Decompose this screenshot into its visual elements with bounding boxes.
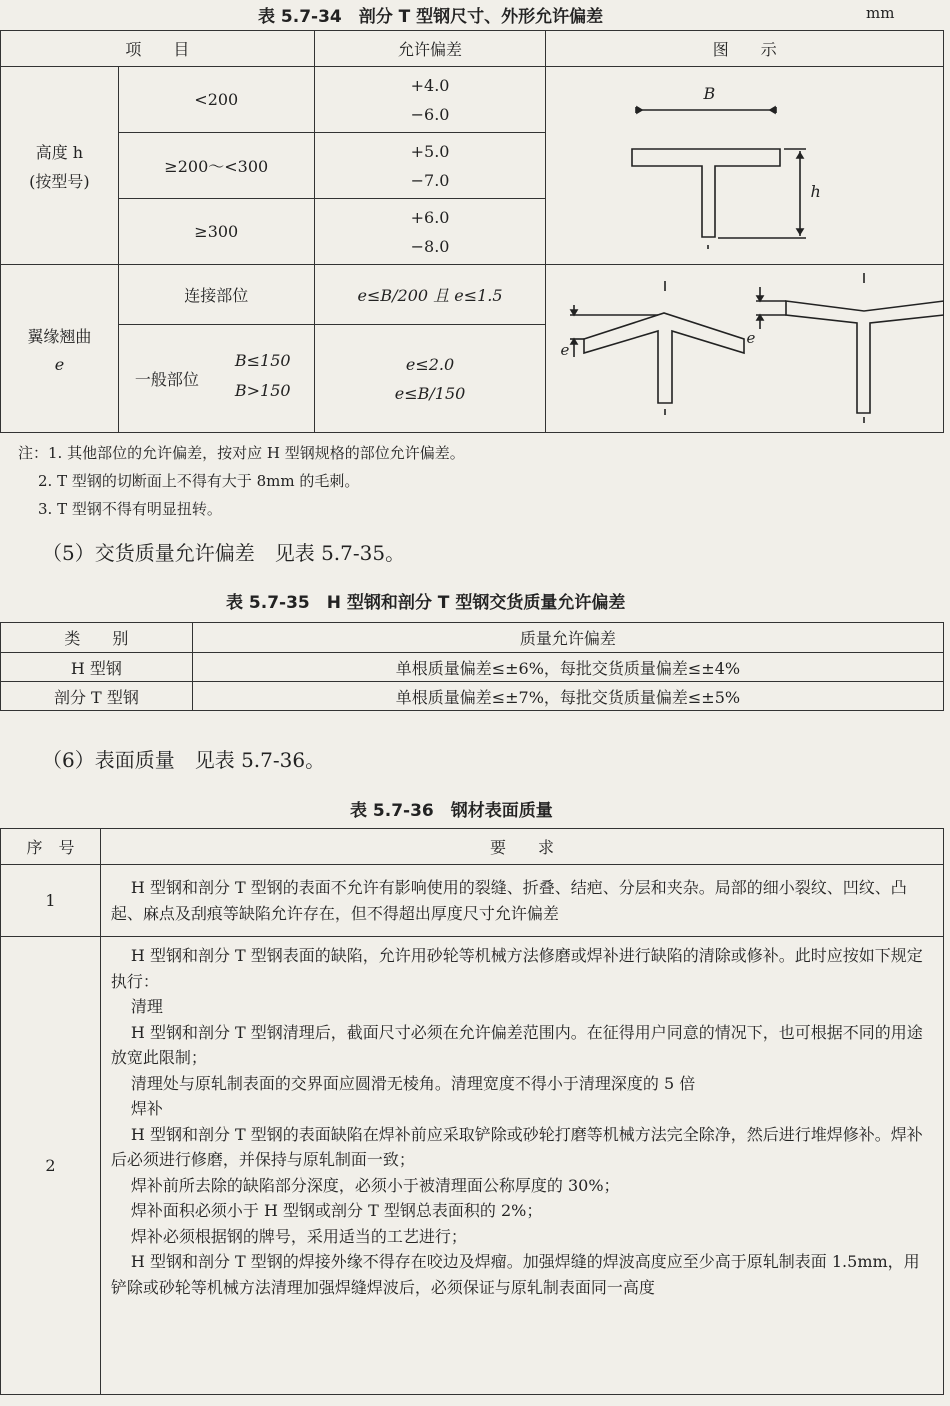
t36-row2-para-3: H 型钢和剖分 T 型钢清理后，截面尺寸必须在允许偏差范围内。在征得用户同意的情况下，也可根据不同的用途放宽此限制；	[110, 1022, 923, 1067]
h-tol-3-minus: −8.0	[410, 236, 450, 256]
table-row	[1, 865, 944, 937]
t36-row2-para-9: 焊补必须根据钢的牌号，采用适当的工艺进行；	[130, 1226, 467, 1246]
h-tol-2-plus: +5.0	[410, 141, 450, 161]
t36-row1-no: 1	[1, 865, 101, 937]
t-section-figure	[546, 67, 944, 267]
t35-row2-tolerance: 单根质量偏差≤±7%，每批交货质量偏差≤±5%	[192, 682, 943, 711]
table-36	[0, 828, 944, 1395]
h-tol-2-minus: −7.0	[410, 170, 450, 190]
t36-row2-para-1: H 型钢和剖分 T 型钢表面的缺陷，允许用砂轮等机械方法修磨或焊补进行缺陷的清除或修补。此时应按如下规定执行：	[110, 946, 923, 991]
table-row	[1, 653, 944, 682]
header-figure: 图 示	[546, 31, 944, 67]
t35-row2-category: 剖分 T 型钢	[1, 682, 193, 711]
flange-cond-1: B≤150	[234, 351, 291, 370]
table-34-title: 表 5.7-34 剖分 T 型钢尺寸、外形允许偏差	[258, 7, 604, 27]
flange-tol-2: e≤B/150	[394, 383, 466, 403]
flange-conn-tol: e≤B/200 且 e≤1.5	[314, 265, 546, 325]
table-36-title: 表 5.7-36 钢材表面质量	[350, 801, 553, 821]
t36-row2-para-4: 清理处与原轧制表面的交界面应圆滑无棱角。清理宽度不得小于清理深度的 5 倍	[130, 1073, 696, 1093]
table-35-title: 表 5.7-35 H 型钢和剖分 T 型钢交货质量允许偏差	[226, 593, 626, 613]
flange-label: 翼缘翘曲	[27, 326, 92, 346]
header-item: 项 目	[1, 31, 315, 67]
t36-row2-para-8: 焊补面积必须小于 H 型钢或剖分 T 型钢总表面积的 2%；	[130, 1201, 543, 1220]
fig-e-label-right: e	[746, 329, 756, 347]
table-34-unit: mm	[866, 4, 895, 22]
table-row	[1, 937, 944, 1395]
fig-b-label: B	[703, 84, 716, 103]
flange-figure-cell	[546, 265, 944, 433]
h-range-2: ≥200～<300	[118, 133, 314, 199]
h-tol-3-plus: +6.0	[410, 207, 450, 227]
t36-header-req: 要 求	[100, 829, 943, 865]
t36-row1-text: H 型钢和剖分 T 型钢的表面不允许有影响使用的裂缝、折叠、结疤、分层和夹杂。局部的细小裂纹、凹纹、凸起、麻点及刮痕等缺陷允许存在，但不得超出厚度尺寸允许偏差	[110, 878, 907, 923]
fig-e-label-left: e	[560, 341, 570, 359]
table-row	[1, 682, 944, 711]
h-range-3: ≥300	[118, 199, 314, 265]
t36-header-no: 序 号	[1, 829, 101, 865]
flange-conn-label: 连接部位	[118, 265, 314, 325]
flange-general-label: 一般部位	[134, 370, 199, 389]
t36-row2-para-6: H 型钢和剖分 T 型钢的表面缺陷在焊补前应采取铲除或砂轮打磨等机械方法完全除净，然后进行堆焊修补。焊补后必须进行修磨，并保持与原轧制面一致；	[110, 1124, 923, 1169]
fig-h-label: h	[810, 182, 821, 201]
height-label-sub: (按型号)	[29, 171, 90, 191]
h-tol-3	[314, 199, 546, 265]
flange-general-cell	[118, 325, 314, 433]
flange-tol-1: e≤2.0	[405, 354, 455, 374]
note-2: 2. T 型钢的切断面上不得有大于 8mm 的毛刺。	[38, 472, 360, 490]
flange-label-sub: e	[54, 354, 65, 374]
table-35	[0, 622, 944, 711]
h-tol-2	[314, 133, 546, 199]
table-34	[0, 30, 944, 433]
flange-label-cell	[1, 265, 119, 433]
t36-row2-para-10: H 型钢和剖分 T 型钢的焊接外缘不得存在咬边及焊瘤。加强焊缝的焊波高度应至少高于原轧制表面 1.5mm，用铲除或砂轮等机械方法清理加强焊缝焊波后，必须保证与原轧制表面同一高度	[110, 1252, 920, 1297]
header-tolerance: 允许偏差	[314, 31, 546, 67]
h-tol-1-plus: +4.0	[410, 75, 450, 95]
t35-header-tolerance: 质量允许偏差	[192, 623, 943, 653]
h-tol-1-minus: −6.0	[410, 104, 450, 124]
note-3: 3. T 型钢不得有明显扭转。	[38, 500, 222, 518]
flange-general-tol	[314, 325, 546, 433]
height-label-cell	[1, 67, 119, 265]
note-1: 注：1. 其他部位的允许偏差，按对应 H 型钢规格的部位允许偏差。	[18, 444, 465, 462]
section-6-heading: （6）表面质量 见表 5.7-36。	[42, 748, 326, 772]
h-tol-1	[314, 67, 546, 133]
flange-cond-2: B>150	[234, 381, 291, 400]
t36-row1-req	[100, 865, 943, 937]
t36-row2-no: 2	[1, 937, 101, 1395]
t35-header-category: 类 别	[1, 623, 193, 653]
h-range-1: <200	[118, 67, 314, 133]
t36-row2-para-7: 焊补前所去除的缺陷部分深度，必须小于被清理面公称厚度的 30%；	[130, 1175, 620, 1195]
t36-row2-para-5: 焊补	[130, 1099, 163, 1118]
t35-row1-category: H 型钢	[1, 653, 193, 682]
height-label: 高度 h	[35, 142, 84, 162]
t36-row2-para-2: 清理	[130, 997, 163, 1016]
section-5-heading: （5）交货质量允许偏差 见表 5.7-35。	[42, 541, 406, 565]
t-section-figure-cell	[546, 67, 944, 265]
t35-row1-tolerance: 单根质量偏差≤±6%，每批交货质量偏差≤±4%	[192, 653, 943, 682]
t36-row2-req	[100, 937, 943, 1395]
flange-warp-figure	[546, 265, 944, 433]
